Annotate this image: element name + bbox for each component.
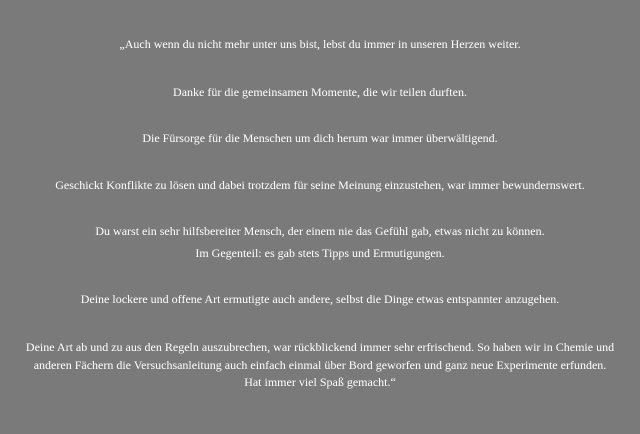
text-paragraph-4: Geschickt Konflikte zu lösen und dabei trotzdem für seine Meinung einzustehen, war immer bewundernswert. bbox=[55, 177, 585, 192]
text-paragraph-7: Deine lockere und offene Art ermutigte auch andere, selbst die Dinge etwas entspannter anzugehen. bbox=[80, 292, 560, 307]
text-paragraph-3: Die Fürsorge für die Menschen um dich herum war immer überwältigend. bbox=[142, 131, 498, 146]
text-paragraph-1: „Auch wenn du nicht mehr unter uns bist, lebst du immer in unseren Herzen weiter. bbox=[119, 37, 521, 51]
text-paragraph-8: Deine Art ab und zu aus den Regeln auszubrechen, war rückblickend immer sehr erfrischend. So haben wir in Chemie und anderen Fächern die Versuchsanleitung auch einfach einmal über Bord geworfen und ganz neue Experimente erfunden. Hat immer viel Spaß gemacht.“ bbox=[25, 340, 615, 390]
text-paragraph-5: Du warst ein sehr hilfsbereiter Mensch, der einem nie das Gefühl gab, etwas nicht zu können. bbox=[95, 223, 545, 238]
text-paragraph-6: Im Gegenteil: es gab stets Tipps und Ermutigungen. bbox=[195, 245, 445, 260]
text-paragraph-2: Danke für die gemeinsamen Momente, die wir teilen durften. bbox=[173, 85, 467, 100]
